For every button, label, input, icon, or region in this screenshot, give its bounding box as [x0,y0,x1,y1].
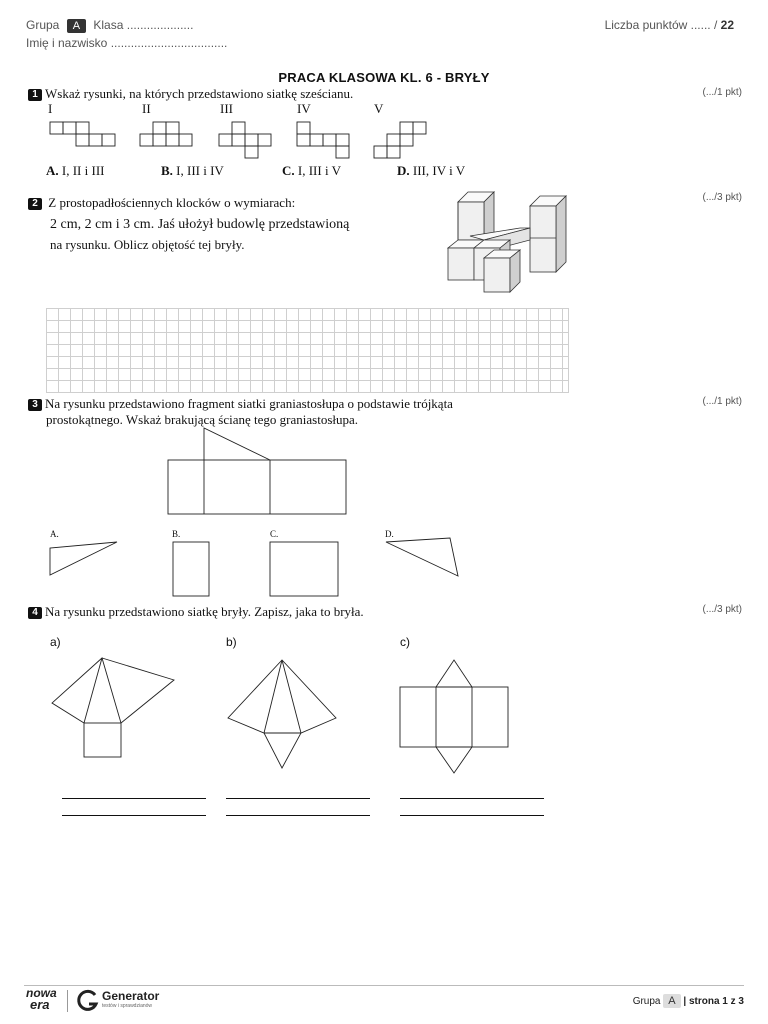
q3-line2: prostokątnego. Wskaż brakującą ścianę tego graniastosłupa. [46,412,359,427]
q1-option-c-letter: C. [282,163,295,178]
q2-line1: Z prostopadłościennych klocków o wymiarach: [48,195,296,210]
q1-option-d-letter: D. [397,163,410,178]
points-label: Liczba punktów ...... / [604,18,718,32]
q2-points: (.../3 pkt) [702,192,742,203]
q4-label-c: c) [400,635,410,649]
footer-group-label: Grupa [632,996,661,1007]
q4-answer-line-b1[interactable] [226,798,370,799]
q1-option-b-letter: B. [161,163,173,178]
q1-number: 1 [28,89,42,101]
q1-option-b-text: I, III i IV [176,163,224,178]
footer-divider [24,985,744,986]
q1-label-iii: III [220,101,233,116]
class-label: Klasa .................... [93,18,194,32]
q1-option-d-text: III, IV i V [412,163,466,178]
nowa-era-logo [26,988,57,1010]
net-c [400,660,508,773]
footer-page-info [633,994,744,1008]
q3-number: 3 [28,399,42,411]
name-label: Imię i nazwisko ................................... [26,36,228,50]
net-a [52,658,174,757]
q2-number: 2 [28,198,42,210]
brand-name: Generator [102,989,160,1003]
q3-line1: Na rysunku przedstawiono fragment siatki graniastosłupa o podstawie trójkąta [45,396,453,411]
q4-answer-line-c2[interactable] [400,815,544,816]
q4-answer-line-b2[interactable] [226,815,370,816]
q1-option-c-text: I, III i V [297,163,341,178]
group-badge: A [67,19,86,33]
q2-line3: na rysunku. Oblicz objętość tej bryły. [50,237,245,252]
q1-points: (.../1 pkt) [702,87,742,98]
net-b [228,660,336,768]
generator-logo-icon [76,989,100,1013]
q3-option-b[interactable]: B. [172,529,181,539]
q4-answer-line-a1[interactable] [62,798,206,799]
q3-option-a[interactable]: A. [50,529,59,539]
q3-option-c[interactable]: C. [270,529,279,539]
q1-option-a-text: I, II i III [61,163,105,178]
q1-label-iv: IV [297,101,311,116]
q4-points: (.../3 pkt) [702,604,742,615]
group-label: Grupa [26,18,60,32]
logo-nowa: nowa [26,986,57,1000]
q4-label-b: b) [226,635,237,649]
q4-answer-line-a2[interactable] [62,815,206,816]
q4-text: Na rysunku przedstawiono siatkę bryły. Zapisz, jaka to bryła. [45,604,364,619]
footer-page-text: | strona 1 z 3 [683,996,744,1007]
generator-brand [102,990,159,1010]
brand-subtitle: testów i sprawdzianów [102,1003,153,1009]
q3-option-d[interactable]: D. [385,529,394,539]
logo-separator [67,990,68,1012]
logo-era: era [30,997,50,1012]
q1-label-i: I [48,101,53,116]
q1-text: Wskaż rysunki, na których przedstawiono siatkę sześcianu. [45,86,354,101]
page-title: PRACA KLASOWA KL. 6 - BRYŁY [278,70,490,85]
footer-group-badge: A [663,994,680,1008]
q1-label-ii: II [142,101,151,116]
q4-label-a: a) [50,635,61,649]
q4-answer-line-c1[interactable] [400,798,544,799]
q4-number: 4 [28,607,42,619]
q3-points: (.../1 pkt) [702,396,742,407]
q1-option-a-letter: A. [46,163,59,178]
q1-label-v: V [374,101,384,116]
q2-line2: 2 cm, 2 cm i 3 cm. Jaś ułożył budowlę przedstawioną [50,217,350,232]
points-total: 22 [720,18,734,32]
